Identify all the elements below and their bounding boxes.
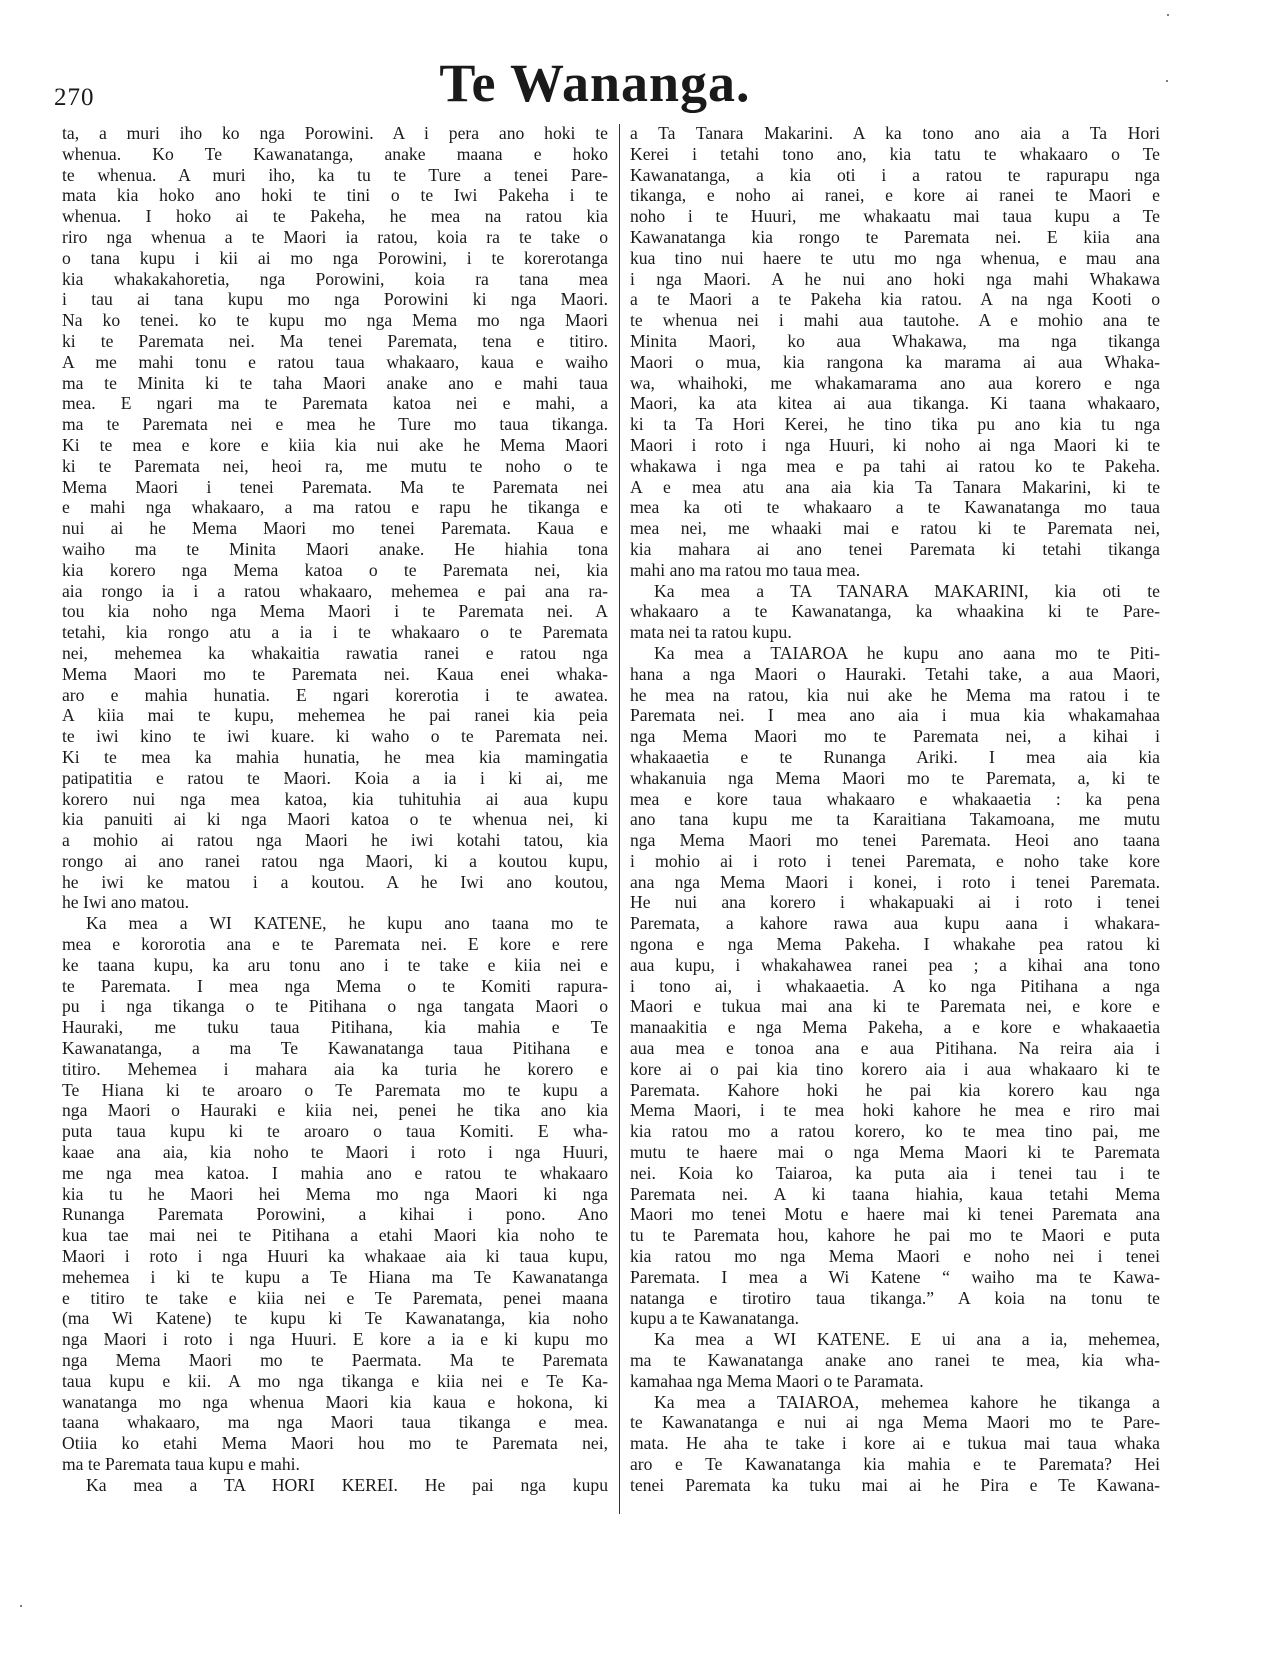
text-line: nui ai he Mema Maori mo tenei Paremata. Kaua e <box>62 518 608 539</box>
text-line: nga Mema Maori mo te Paermata. Ma te Paremata <box>62 1350 608 1371</box>
text-line: ki te Paremata nei. Ma tenei Paremata, tena e titiro. <box>62 330 608 351</box>
text-line: pu i nga tikanga o te Pitihana o nga tangata Maori o <box>62 996 608 1017</box>
text-line: kia ratou mo a ratou korero, ko te mea tino pai, me <box>630 1121 1160 1142</box>
paragraph <box>630 1392 1160 1496</box>
text-line: kua tino nui haere te utu mo nga whenua, e mau ana <box>630 247 1160 268</box>
text-line: Otiia ko etahi Mema Maori hou mo te Paremata nei, <box>62 1433 608 1454</box>
text-line: ki ta Ta Hori Kerei, he tino tika pu ano kia tu nga <box>630 414 1160 435</box>
text-line: te iwi kino te iwi kuare. ki waho o te Paremata nei. <box>62 726 608 747</box>
text-line: A me mahi tonu e ratou taua whakaaro, kaua e waiho <box>62 351 608 372</box>
text-line: Paremata, a kahore rawa aua kupu aana i whakara- <box>630 913 1160 934</box>
text-line: mata. He aha te take i kore ai e tukua mai taua whaka <box>630 1433 1160 1454</box>
text-line: Ka mea a TA TANARA MAKARINI, kia oti te <box>654 580 1160 601</box>
text-line: mea. E ngari ma te Paremata katoa nei e mahi, a <box>62 393 608 414</box>
text-line: tikanga, e noho ai ranei, e kore ai ranei te Maori e <box>630 185 1160 206</box>
text-line: Kawanatanga, a kia oti i a ratou te rapurapu nga <box>630 164 1160 185</box>
text-line: o tana kupu i kii ai mo nga Porowini, i te korerotanga <box>62 247 608 268</box>
text-line: e titiro te take e kiia nei e Te Paremata, penei maana <box>62 1287 608 1308</box>
text-line: whakaaetia e te Runanga Ariki. I mea aia kia <box>630 746 1160 767</box>
text-line: Maori i roto i nga Huuri ka whakaae aia ki taua kupu, <box>62 1246 608 1267</box>
text-line: ma te Paremata taua kupu e mahi. <box>62 1454 300 1474</box>
text-line: mata nei ta ratou kupu. <box>630 622 792 643</box>
text-line: titiro. Mehemea i mahara aia ka turia he korero e <box>62 1058 608 1079</box>
text-line: aro e mahia hunatia. E ngari korerotia i te awatea. <box>62 684 608 705</box>
text-line: whenua. I hoko ai te Pakeha, he mea na ratou kia <box>62 206 608 227</box>
text-line: aro e Te Kawanatanga kia mahia e te Paremata? Hei <box>630 1454 1160 1474</box>
text-line: kia ratou mo nga Mema Maori e noho nei i tenei <box>630 1246 1160 1267</box>
text-line: tenei Paremata ka tuku mai ai he Pira e Te Kawana- <box>630 1474 1160 1495</box>
masthead-title: Te Wananga. <box>439 53 751 113</box>
text-line: te Paremata. I mea nga Mema o te Komiti rapura- <box>62 975 608 996</box>
text-line: Maori mo tenei Motu e haere mai ki tenei Paremata ana <box>630 1204 1160 1225</box>
text-line: Maori, ka ata kitea ai aua tikanga. Ki taana whakaaro, <box>630 393 1160 414</box>
paragraph <box>630 123 1160 581</box>
text-line: waiho ma te Minita Maori anake. He hiahia tona <box>62 538 608 559</box>
text-line: nga Maori i roto i nga Huuri. E kore a ia e ki kupu mo <box>62 1329 608 1350</box>
text-line: Ka mea a TA HORI KEREI. He pai nga kupu <box>86 1474 608 1495</box>
text-line: aua kupu, i whakahawea ranei pea ; a kihai ana tono <box>630 954 1160 975</box>
text-line: mutu te haere mai o nga Mema Maori ki te Paremata <box>630 1142 1160 1163</box>
text-line: nga Mema Maori mo tenei Paremata. Heoi ano taana <box>630 830 1160 851</box>
text-line: kupu a te Kawanatanga. <box>630 1308 800 1329</box>
text-line: ma te Paremata nei e mea he Ture mo taua tikanga. <box>62 414 608 435</box>
text-line: a mohio ai ratou nga Maori he iwi kotahi tatou, kia <box>62 830 608 851</box>
text-line: puta taua kupu ki te aroaro o taua Komiti. E wha- <box>62 1121 608 1142</box>
text-line: Mema Maori mo te Paremata nei. Kaua enei whaka- <box>62 663 608 684</box>
text-line: kia tu he Maori hei Mema mo nga Maori ki nga <box>62 1183 608 1204</box>
text-line: mata kia hoko ano hoki te tini o te Iwi Pakeha i te <box>62 185 608 206</box>
text-line: ki te Paremata nei, heoi ra, me mutu te noho o te <box>62 455 608 476</box>
scan-speck <box>1166 80 1168 82</box>
text-line: ma te Kawanatanga anake ano ranei te mea, kia wha- <box>630 1350 1160 1371</box>
column-divider <box>619 124 620 1514</box>
text-line: Maori e tukua mai ana ki te Paremata nei, e kore e <box>630 996 1160 1017</box>
text-line: nga Mema Maori mo te Paremata nei, a kihai i <box>630 726 1160 747</box>
text-line: tetahi, kia rongo atu a ia i te whakaaro o te Paremata <box>62 622 608 643</box>
text-line: hana a nga Maori o Hauraki. Tetahi take, a aua Maori, <box>630 663 1160 684</box>
text-line: kamahaa nga Mema Maori o te Paramata. <box>630 1370 924 1391</box>
text-line: kia mahara ai ano tenei Paremata ki tetahi tikanga <box>630 538 1160 559</box>
text-line: i tau ai tana kupu mo nga Porowini ki nga Maori. <box>62 289 608 310</box>
text-line: tou kia noho nga Mema Maori i te Paremata nei. A <box>62 601 608 622</box>
text-line: i tono ai, i whakaaetia. A ko nga Pitihana a nga <box>630 975 1160 996</box>
text-line: Na ko tenei. ko te kupu mo nga Mema mo nga Maori <box>62 310 608 331</box>
text-line: kua tae mai nei te Pitihana a etahi Maori kia noho te <box>62 1225 608 1246</box>
text-line: A kiia mai te kupu, mehemea he pai ranei kia peia <box>62 705 608 726</box>
text-line: he mea na ratou, kia nui ake he Mema ma ratou i te <box>630 684 1160 705</box>
text-line: Paremata nei. A ki taana hiahia, kaua tetahi Mema <box>630 1183 1160 1204</box>
text-line: taana whakaaro, ma nga Maori taua tikanga e mea. <box>62 1412 608 1433</box>
text-line: ano tana kupu me ta Karaitiana Takamoana, me mutu <box>630 809 1160 830</box>
text-line: mea ka oti te whakaaro a te Kawanatanga mo taua <box>630 497 1160 518</box>
scan-speck <box>20 1605 22 1607</box>
paragraph <box>62 123 608 913</box>
text-line: ngona e nga Mema Pakeha. I whakahe pea ratou ki <box>630 934 1160 955</box>
paragraph <box>62 1475 608 1496</box>
text-line: Maori o mua, kia rangona ka marama ai aua Whaka- <box>630 351 1160 372</box>
text-line: riro nga whenua a te Maori ia ratou, koia ra te take o <box>62 226 608 247</box>
text-line: nei. Koia ko Taiaroa, ka puta aia i tenei tau i te <box>630 1162 1160 1183</box>
text-line: whakanuia nga Mema Maori mo te Paremata, a, ki te <box>630 767 1160 788</box>
text-line: A e mea atu ana aia kia Ta Tanara Makarini, ki te <box>630 476 1160 497</box>
text-line: taua kupu e kii. A mo nga tikanga e kiia nei e Te Ka- <box>62 1370 608 1391</box>
text-line: nga Maori o Hauraki e kiia nei, penei he tika ano kia <box>62 1100 608 1121</box>
text-line: Runanga Paremata Porowini, a kihai i pono. Ano <box>62 1204 608 1225</box>
text-line: rongo ai ano ranei ratou nga Maori, ki a koutou kupu, <box>62 850 608 871</box>
text-line: Ka mea a TAIAROA, mehemea kahore he tikanga a <box>654 1391 1160 1412</box>
text-line: i mohio ai i roto i tenei Paremata, e noho take kore <box>630 850 1160 871</box>
text-line: (ma Wi Katene) te kupu ki Te Kawanatanga, kia noho <box>62 1308 608 1329</box>
text-line: whenua. Ko Te Kawanatanga, anake maana e hoko <box>62 143 608 164</box>
text-line: mea e kororotia ana e te Paremata nei. E kore e rere <box>62 934 608 955</box>
text-line: Paremata. Kahore hoki he pai kia korero kau nga <box>630 1079 1160 1100</box>
text-line: wa, whaihoki, me whakamarama ano aua korero e nga <box>630 372 1160 393</box>
text-line: Ka mea a WI KATENE. E ui ana a ia, mehemea, <box>654 1329 1160 1350</box>
text-line: he Iwi ano matou. <box>62 892 190 913</box>
text-line: korero nui nga mea katoa, kia tuhituhia ai aua kupu <box>62 788 608 809</box>
text-line: ke taana kupu, ka aru tonu ano i te take e kiia nei e <box>62 954 608 975</box>
text-line: Te Hiana ki te aroaro o Te Paremata mo te kupu a <box>62 1079 608 1100</box>
text-line: noho i te Huuri, me whakaatu mai taua kupu a Te <box>630 206 1160 227</box>
text-line: nei, mehemea ka whakaitia rawatia ranei e ratou nga <box>62 642 608 663</box>
text-line: mea e kore taua whakaaro e whakaaetia : ka pena <box>630 788 1160 809</box>
text-line: manaakitia e nga Mema Pakeha, a e kore e whakaaetia <box>630 1017 1160 1038</box>
text-line: patipatitia e ratou te Maori. Koia a ia i ki ai, me <box>62 767 608 788</box>
text-line: Ka mea a TAIAROA he kupu ano aana mo te Piti- <box>654 642 1160 663</box>
text-line: kaae ana aia, kia noho te Maori i roto i nga Huuri, <box>62 1142 608 1163</box>
text-line: whakawa i nga mea e pa tahi ai ratou ko te Pakeha. <box>630 455 1160 476</box>
text-line: me nga mea katoa. I mahia ano e ratou te whakaaro <box>62 1162 608 1183</box>
text-line: Kawanatanga kia rongo te Paremata nei. E kiia ana <box>630 226 1160 247</box>
text-line: ana nga Mema Maori i konei, i roto i tenei Paremata. <box>630 871 1160 892</box>
paragraph <box>630 581 1160 643</box>
text-line: Ka mea a WI KATENE, he kupu ano taana mo te <box>86 913 608 934</box>
text-line: a te Maori a te Pakeha kia ratou. A na nga Kooti o <box>630 289 1160 310</box>
text-line: aia rongo ia i a ratou whakaaro, mehemea e pai ana ra- <box>62 580 608 601</box>
text-line: Kerei i tetahi tono ano, kia tatu te whakaaro o Te <box>630 143 1160 164</box>
text-line: Ki te mea e kore e kiia kia nui ake he Mema Maori <box>62 434 608 455</box>
text-line: mea nei, me whaaki mai e ratou ki te Paremata nei, <box>630 518 1160 539</box>
text-line: kia panuiti ai ki nga Maori katoa o te whenua nei, ki <box>62 809 608 830</box>
text-line: Paremata. I mea a Wi Katene “ waiho ma te Kawa- <box>630 1266 1160 1287</box>
column-left <box>62 123 608 1496</box>
text-line: Paremata nei. I mea ano aia i mua kia whakamahaa <box>630 705 1160 726</box>
text-line: tu te Paremata hou, kahore he pai mo te Maori e puta <box>630 1225 1160 1246</box>
text-line: wanatanga mo nga whenua Maori kia kaua e hokona, ki <box>62 1391 608 1412</box>
text-line: te whenua. A muri iho, ka tu te Ture a tenei Pare- <box>62 164 608 185</box>
text-line: Minita Maori, ko aua Whakawa, ma nga tikanga <box>630 330 1160 351</box>
text-line: mehemea i ki te kupu a Te Hiana ma Te Kawanatanga <box>62 1266 608 1287</box>
paragraph <box>630 643 1160 1329</box>
text-line: Hauraki, me tuku taua Pitihana, kia mahia e Te <box>62 1017 608 1038</box>
text-line: ma te Minita ki te taha Maori anake ano e mahi taua <box>62 372 608 393</box>
text-line: mahi ano ma ratou mo taua mea. <box>630 559 861 580</box>
text-line: te whenua nei i mahi aua tautohe. A e mohio ana te <box>630 310 1160 331</box>
text-line: Mema Maori, i te mea hoki kahore he mea e riro mai <box>630 1100 1160 1121</box>
text-line: Ki te mea ka mahia hunatia, he mea kia mamingatia <box>62 746 608 767</box>
text-line: i nga Maori. A he nui ano hoki nga mahi Whakawa <box>630 268 1160 289</box>
text-line: Kawanatanga, a ma Te Kawanatanga taua Pitihana e <box>62 1038 608 1059</box>
text-line: kore ai o pai kia tino korero aia i aua whakaaro ki te <box>630 1058 1160 1079</box>
text-line: He nui ana korero i whakapuaki ai i roto i tenei <box>630 892 1160 913</box>
text-line: Mema Maori i tenei Paremata. Ma te Paremata nei <box>62 476 608 497</box>
text-line: ta, a muri iho ko nga Porowini. A i pera ano hoki te <box>62 123 608 143</box>
text-line: kia whakakahoretia, nga Porowini, koia ra tana mea <box>62 268 608 289</box>
scan-speck <box>1167 14 1169 16</box>
text-line: kia korero nga Mema katoa o te Paremata nei, kia <box>62 559 608 580</box>
text-line: e mahi nga whakaaro, a ma ratou e rapu he tikanga e <box>62 497 608 518</box>
text-line: aua mea e tonoa ana e aua Pitihana. Na reira aia i <box>630 1038 1160 1059</box>
paragraph <box>62 913 608 1475</box>
page-number: 270 <box>54 84 95 111</box>
text-line: te Kawanatanga e nui ai nga Mema Maori mo te Pare- <box>630 1412 1160 1433</box>
text-line: he iwi ke matou i a koutou. A he Iwi ano koutou, <box>62 871 608 892</box>
text-line: whakaaro a te Kawanatanga, ka whaakina ki te Pare- <box>630 601 1160 622</box>
text-line: Maori i roto i nga Huuri, ki noho ai nga Maori ki te <box>630 434 1160 455</box>
text-line: a Ta Tanara Makarini. A ka tono ano aia a Ta Hori <box>630 123 1160 143</box>
paragraph <box>630 1329 1160 1391</box>
text-line: natanga e tirotiro taua tikanga.” A koia na tonu te <box>630 1287 1160 1308</box>
column-right <box>630 123 1160 1496</box>
